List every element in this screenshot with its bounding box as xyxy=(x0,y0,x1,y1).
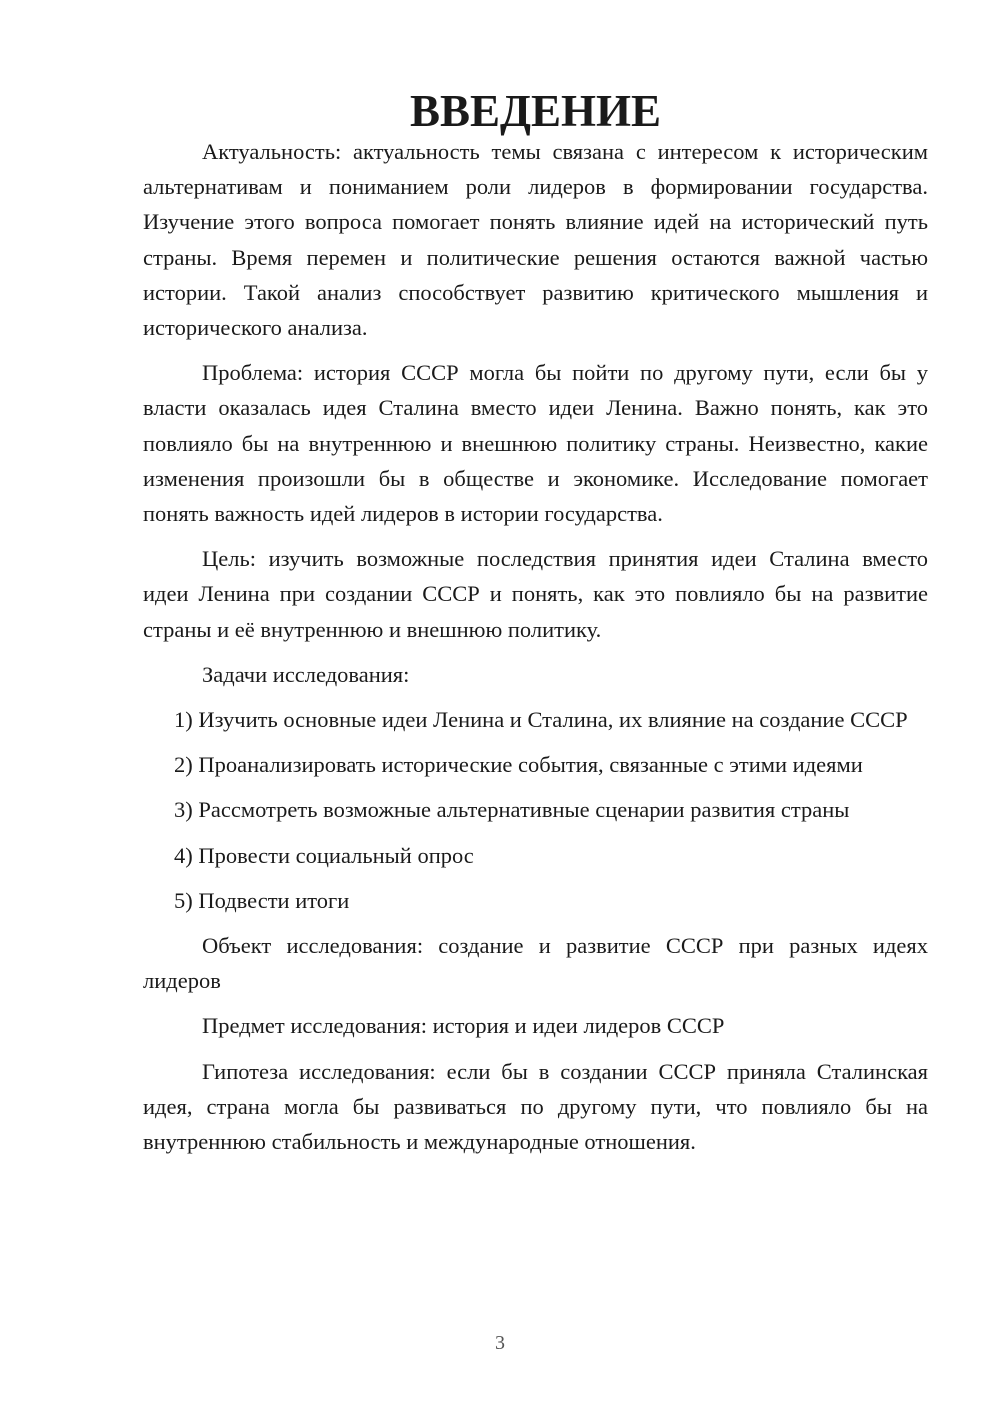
task-item-1: 1) Изучить основные идеи Ленина и Сталина, их влияние на создание СССР xyxy=(174,707,908,733)
task-item-2: 2) Проанализировать исторические события, связанные с этими идеями xyxy=(174,752,863,778)
problem-paragraph: Проблема: история СССР могла бы пойти по другому пути, если бы у власти оказалась идея Сталина вместо идеи Ленина. Важно понять, как это повлияло бы на внутреннюю и внешнюю политику страны. Неизвестно, какие изменения произошли бы в обществе и экономике. Исследование помогает понять важность идей лидеров в истории государства. xyxy=(143,360,928,527)
task-item-5: 5) Подвести итоги xyxy=(174,887,350,913)
tasks-heading: Задачи исследования: xyxy=(202,661,410,687)
hypothesis-paragraph: Гипотеза исследования: если бы в создании СССР приняла Сталинская идея, страна могла бы развиваться по другому пути, что повлияло бы на внутреннюю стабильность и международные отношения. xyxy=(143,1058,928,1155)
page-number: 3 xyxy=(495,1332,505,1354)
relevance-paragraph: Актуальность: актуальность темы связана с интересом к историческим альтернативам и пониманием роли лидеров в формировании государства. Изучение этого вопроса помогает понять влияние идей на исторический путь страны. Время перемен и политические решения остаются важной частью истории. Такой анализ способствует развитию критического мышления и исторического анализа. xyxy=(143,139,928,341)
subject-paragraph: Предмет исследования: история и идеи лидеров СССР xyxy=(202,1013,725,1039)
section-title: ВВЕДЕНИЕ xyxy=(409,86,662,136)
object-paragraph: Объект исследования: создание и развитие СССР при разных идеях лидеров xyxy=(143,933,928,994)
task-item-4: 4) Провести социальный опрос xyxy=(174,842,474,868)
document-page xyxy=(143,86,928,1169)
task-item-3: 3) Рассмотреть возможные альтернативные сценарии развития страны xyxy=(174,797,850,823)
goal-paragraph: Цель: изучить возможные последствия принятия идеи Сталина вместо идеи Ленина при создании СССР и понять, как это повлияло бы на развитие страны и её внутреннюю и внешнюю политику. xyxy=(143,546,928,642)
